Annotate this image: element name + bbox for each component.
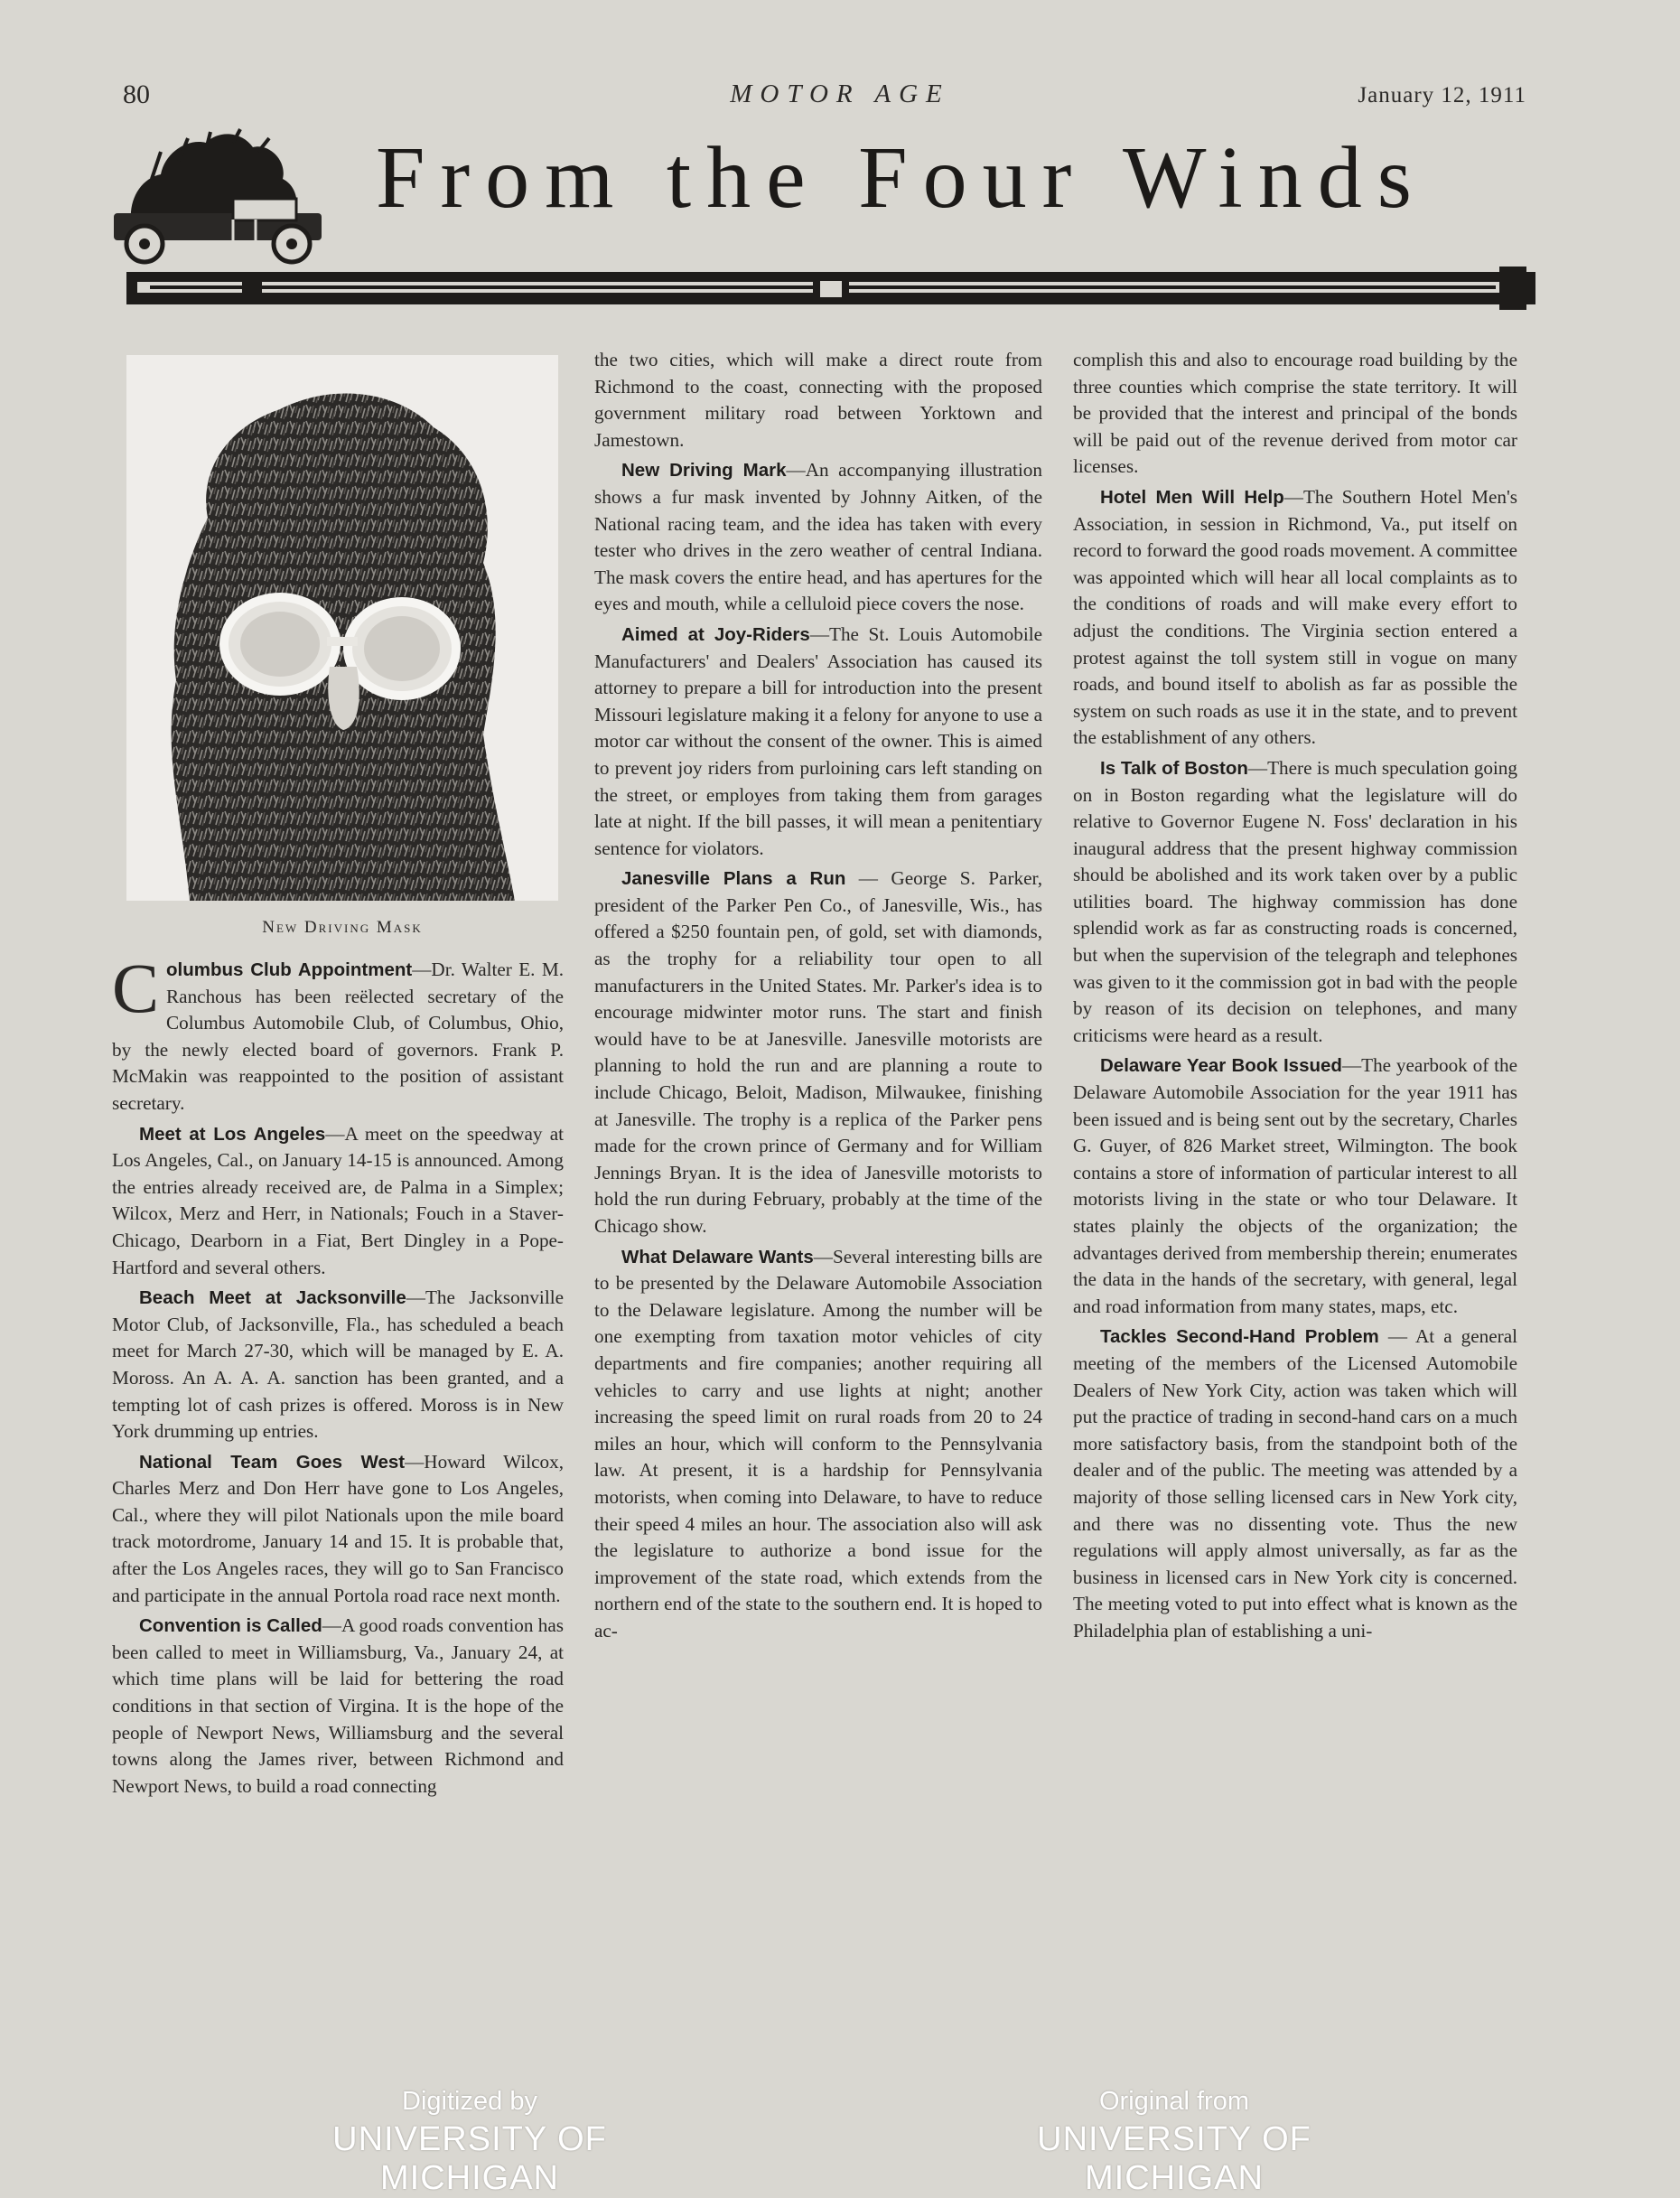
article-headline: Janesville Plans a Run: [621, 868, 846, 890]
article-body: George S. Parker, president of the Parker Pen Co., of Janesville, Wis., has offered a $250 fountain pen, of gold, set with diamonds, as the trophy for a reliability tour open to all manufacturers in the United States. Mr. Parker's idea is to encourage midwinter motor runs. The start and finish would have to be at Janesville. Janesville motorists are planning to hold the run and are planning a route to include Chicago, Beloit, Madison, Milwaukee, finishing at Janesville. The trophy is a replica of the Parker pens made for the crown prince of Germany and for William Jennings Bryan. It is the idea of Janesville motorists to hold the run during February, probably at the time of the Chicago show.: [594, 867, 1043, 1237]
article-delaware-wants: What Delaware Wants—Several interesting bills are to be presented by the Delaware Automobile Association to the Delaware legislature. Among the number will be one exempting from taxation motor vehicles of city departments and fire companies; another requiring all vehicles to carry and use lights at night; another increasing the speed limit on rural roads from 20 to 24 miles an hour, which will conform to the Pennsylvania law. At present, it is a hardship for Pennsylvania motorists, when coming into Delaware, to have to reduce their speed 4 miles an hour. The association also will ask the legislature to authorize a bond issue for the improvement of the state road, which extends from the northern end of the state to the southern end. It is hoped to ac-: [594, 1245, 1042, 1641]
article-body: Dr. Walter E. M. Ranchous has been reëlected secretary of the Columbus Automobile Club, of Columbus, Ohio, by the newly elected board of governors. Frank P. McMakin was reappointed to the position of assistant secretary.: [112, 959, 565, 1114]
decorative-rule: [126, 267, 1535, 312]
original-from-watermark: [975, 2087, 1373, 2198]
article-janesville: Janesville Plans a Run — George S. Parker, president of the Parker Pen Co., of Janesville, Wis., has offered a $250 fountain pen, of gold, set with diamonds, as the trophy for a reliability tour open to all manufacturers in the United States. Mr. Parker's idea is to encourage midwinter motor runs. The start and finish would have to be at Janesville. Janesville motorists are planning to hold the run and are planning a route to include Chicago, Beloit, Madison, Milwaukee, finishing at Janesville. The trophy is a replica of the Parker pens made for the crown prince of Germany and for William Jennings Bryan. It is the idea of Janesville motorists to hold the run during February, probably at the time of the Chicago show.: [594, 867, 1043, 1237]
article-body: The yearbook of the Delaware Automobile Association for the year 1911 has been issued and is being sent out by the secretary, Charles G. Guyer, of 826 Market street, Wilmington. The book contains a store of information of particular interest to all motorists living in the state or who tour Delaware. It states plainly the objects of the organization; the advantages derived from membership therein; enumerates the data in the hands of the secretary, with general, legal and road information from many states, maps, etc.: [1073, 1054, 1517, 1317]
photo-caption: New Driving Mask: [262, 918, 423, 937]
column-3: [1073, 347, 1517, 1649]
column-1: [112, 949, 565, 1803]
article-boston: Is Talk of Boston—There is much speculation going on in Boston regarding what the legislature will do relative to Governor Eugene N. Foss' declaration in his inaugural address that the present highway commission should be abolished and its work taken over by a public utilities board. The highway commission has done splendid work as far as constructing roads is concerned, but when the supervision of the telegraph and telephones was given to it the commission got in bad with the people by reason of its decision on telephones, and many criticisms were heard as a result.: [1073, 756, 1517, 1046]
section-title: From the Four Winds: [376, 129, 1427, 227]
article-headline: Tackles Second-Hand Problem: [1100, 1326, 1379, 1348]
running-title: MOTOR AGE: [730, 80, 950, 108]
article-headline: Convention is Called: [139, 1615, 322, 1637]
article-headline: What Delaware Wants: [621, 1246, 814, 1267]
article-headline: Aimed at Joy-Riders: [621, 623, 810, 645]
article-headline: Hotel Men Will Help: [1100, 486, 1284, 508]
article-headline: Delaware Year Book Issued: [1100, 1055, 1342, 1077]
article-jacksonville: Beach Meet at Jacksonville—The Jacksonville Motor Club, of Jacksonville, Fla., has scheduled a beach meet for March 27-30, which will be managed by E. A. Moross. An A. A. A. sanction has been granted, and a tempting lot of cash prizes is offered. Moross is in New York drumming up entries.: [112, 1286, 564, 1443]
article-body: There is much speculation going on in Boston regarding what the legislature will do relative to Governor Eugene N. Foss' declaration in his inaugural address that the present highway commission should be abolished and its work taken over by a public utilities board. The highway commission has done splendid work as far as constructing roads is concerned, but when the supervision of the telegraph and telephones was given to it the commission got in bad with the people by reason of its decision on telephones, and many criticisms were heard as a result.: [1073, 756, 1517, 1046]
issue-date: January 12, 1911: [1358, 83, 1526, 108]
watermark-institution: UNIVERSITY OF MICHIGAN: [332, 2120, 607, 2197]
article-columbus: Columbus Club Appointment—Dr. Walter E. M. Ranchous has been reëlected secretary of the Columbus Automobile Club, of Columbus, Ohio, by the newly elected board of governors. Frank P. McMakin was reappointed to the position of assistant secretary.: [112, 949, 565, 1114]
article-second-hand: Tackles Second-Hand Problem — At a general meeting of the members of the Licensed Automobile Dealers of New York City, action was taken which will put the practice of trading in second-hand cars on a much more satisfactory basis, from the standpoint both of the dealer and of the public. The meeting was attended by a majority of those selling licensed cars in New York city, and there was no dissenting vote. Thus the new regulations will apply almost universally, as far as the business in licensed cars in New York city is concerned. The meeting voted to put into effect what is known as the Philadelphia plan of establishing a uni-: [1073, 1325, 1518, 1641]
article-body: At a general meeting of the members of the Licensed Automobile Dealers of New York City, action was taken which will put the practice of trading in second-hand cars on a much more satisfactory basis, from the standpoint both of the dealer and of the public. The meeting was attended by a majority of those selling licensed cars in New York city, and there was no dissenting vote. Thus the new regulations will apply almost universally, as far as the business in licensed cars in New York city is concerned. The meeting voted to put into effect what is known as the Philadelphia plan of establishing a uni-: [1073, 1325, 1518, 1641]
article-body: A good roads convention has been called to meet in Williamsburg, Va., January 24, at which time plans will be laid for bettering the road conditions in that section of Virgina. It is the hope of the people of Newport News, Williamsburg and the several towns along the James river, between Richmond and Newport News, to build a road connecting: [112, 1614, 564, 1797]
article-body: Howard Wilcox, Charles Merz and Don Herr have gone to Los Angeles, Cal., where they will pilot Nationals upon the mile board track motordrome, January 14 and 15. It is probable that, after the Los Angeles races, they will go to San Francisco and participate in the annual Portola road race next month.: [112, 1450, 564, 1606]
article-body: The St. Louis Automobile Manufacturers' and Dealers' Association has caused its attorney to prepare a bill for introduction into the present Missouri legislature making it a felony for anyone to use a motor car without the consent of the owner. This is aimed to prevent joy riders from purloining cars left standing on the street, or employes from taking them from garages late at night. If the bill passes, it will mean a penitentiary sentence for violators.: [594, 622, 1042, 859]
article-headline: Beach Meet at Jacksonville: [139, 1287, 406, 1309]
article-body: An accompanying illustration shows a fur mask invented by Johnny Aitken, of the National racing team, and the idea has taken with every tester who drives in the zero weather of central Indiana. The mask covers the entire head, and has apertures for the eyes and mouth, while a celluloid piece covers the nose.: [594, 459, 1042, 615]
article-body: The Southern Hotel Men's Association, in session in Richmond, Va., put itself on record to forward the good roads movement. A committee was appointed which will hear all local complaints as to the conditions of roads and will make every effort to adjust the conditions. The Virginia section entered a protest against the toll system still in vogue on many roads, and bound itself to abolish as far as possible the system on such roads as use it in the state, and to prevent the establishment of any others.: [1073, 485, 1518, 749]
drop-cap: C: [112, 949, 160, 1027]
article-body: A meet on the speedway at Los Angeles, Cal., on January 14-15 is announced. Among the entries already received are, de Palma in a Simplex; Wilcox, Merz and Herr, in Nationals; Fouch in a Staver-Chicago, Dearborn in a Fiat, Bert Dingley in a Pope-Hartford and several others.: [112, 1122, 564, 1278]
article-national-team: National Team Goes West—Howard Wilcox, Charles Merz and Don Herr have gone to Los Angeles, Cal., where they will pilot Nationals upon the mile board track motordrome, January 14 and 15. It is probable that, after the Los Angeles races, they will go to San Francisco and participate in the annual Portola road race next month.: [112, 1450, 564, 1606]
watermark-institution: UNIVERSITY OF MICHIGAN: [1037, 2120, 1311, 2197]
page-number: 80: [123, 80, 150, 109]
article-continuation: the two cities, which will make a direct route from Richmond to the coast, connecting with the proposed government military road between Yorktown and Jamestown.: [594, 349, 1042, 451]
article-body: Several interesting bills are to be presented by the Delaware Automobile Association to the Delaware legislature. Among the number will be one exempting from taxation motor vehicles of city departments and fire companies; another requiring all vehicles to carry and use lights at night; another increasing the speed limit on rural roads from 20 to 24 miles an hour, which will conform to the Pennsylvania law. At present, it is a hardship for Pennsylvania motorists, when coming into Delaware, to have to reduce their speed 4 miles an hour. The association also will ask the legislature to authorize a bond issue for the improvement of the state road, which extends from the northern end of the state to the southern end. It is hoped to ac-: [594, 1245, 1042, 1641]
article-los-angeles-meet: Meet at Los Angeles—A meet on the speedway at Los Angeles, Cal., on January 14-15 is announced. Among the entries already received are, de Palma in a Simplex; Wilcox, Merz and Herr, in Nationals; Fouch in a Staver-Chicago, Dearborn in a Fiat, Bert Dingley in a Pope-Hartford and several others.: [112, 1122, 564, 1278]
article-continuation: complish this and also to encourage road building by the three counties which comprise the state territory. It will be provided that the interest and principal of the bonds will be paid out of the revenue derived from motor car licenses.: [1073, 349, 1517, 478]
article-headline: olumbus Club Appointment: [166, 959, 413, 980]
watermark-label: Original from: [1099, 2087, 1249, 2116]
fur-mask-photo: [126, 355, 558, 901]
article-headline: Meet at Los Angeles: [139, 1123, 326, 1145]
article-headline: New Driving Mark: [621, 460, 787, 482]
article-body: The Jacksonville Motor Club, of Jacksonville, Fla., has scheduled a beach meet for March 27-30, which will be managed by E. A. Moross. An A. A. A. sanction has been granted, and a tempting lot of cash prizes is offered. Moross is in New York drumming up entries.: [112, 1286, 564, 1443]
article-joy-riders: Aimed at Joy-Riders—The St. Louis Automobile Manufacturers' and Dealers' Association has caused its attorney to prepare a bill for introduction into the present Missouri legislature making it a felony for anyone to use a motor car without the consent of the owner. This is aimed to prevent joy riders from purloining cars left standing on the street, or employes from taking them from garages late at night. If the bill passes, it will mean a penitentiary sentence for violators.: [594, 622, 1042, 859]
article-headline: Is Talk of Boston: [1100, 757, 1248, 779]
digitized-by-watermark: [271, 2087, 668, 2198]
watermark-label: Digitized by: [402, 2087, 537, 2116]
car-cloud-illustration: [98, 125, 369, 269]
article-delaware-year-book: Delaware Year Book Issued—The yearbook of the Delaware Automobile Association for the year 1911 has been issued and is being sent out by the secretary, Charles G. Guyer, of 826 Market street, Wilmington. The book contains a store of information of particular interest to all motorists living in the state or who tour Delaware. It states plainly the objects of the organization; the advantages derived from membership therein; enumerates the data in the hands of the secretary, with general, legal and road information from many states, maps, etc.: [1073, 1054, 1517, 1317]
article-driving-mask: New Driving Mark—An accompanying illustration shows a fur mask invented by Johnny Aitken, of the National racing team, and the idea has taken with every tester who drives in the zero weather of central Indiana. The mask covers the entire head, and has apertures for the eyes and mouth, while a celluloid piece covers the nose.: [594, 459, 1042, 615]
article-headline: National Team Goes West: [139, 1451, 406, 1473]
article-hotel-men: Hotel Men Will Help—The Southern Hotel Men's Association, in session in Richmond, Va., put itself on record to forward the good roads movement. A committee was appointed which will hear all local complaints as to the conditions of roads and will make every effort to adjust the conditions. The Virginia section entered a protest against the toll system still in vogue on many roads, and bound itself to abolish as far as possible the system on such roads as use it in the state, and to prevent the establishment of any others.: [1073, 485, 1518, 749]
column-2: [594, 347, 1042, 1649]
article-convention: Convention is Called—A good roads convention has been called to meet in Williamsburg, Va., January 24, at which time plans will be laid for bettering the road conditions in that section of Virgina. It is the hope of the people of Newport News, Williamsburg and the several towns along the James river, between Richmond and Newport News, to build a road connecting: [112, 1614, 564, 1797]
